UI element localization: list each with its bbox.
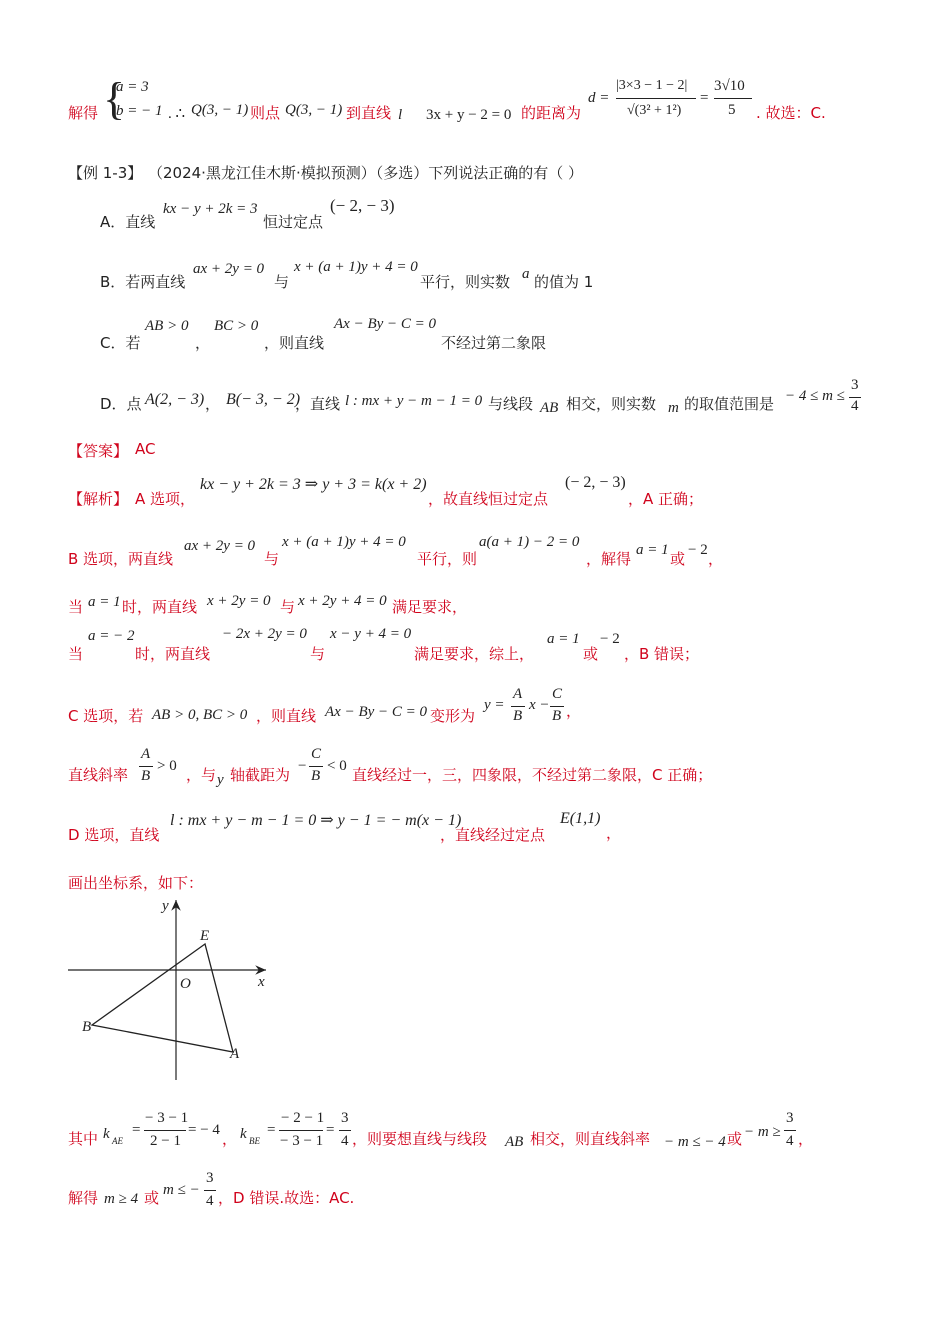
analysis-k-segment: AB <box>505 1134 524 1150</box>
analysis-f-gt: > 0 <box>157 758 177 774</box>
option-d-frac-num: 3 <box>851 377 859 393</box>
option-b-end: 的值为 1 <box>534 273 594 291</box>
analysis-k-range1: − m ≤ − 4 <box>664 1134 726 1150</box>
analysis-f-frac-num: A <box>141 746 151 762</box>
analysis-k-text3: 相交，则直线斜率 <box>530 1130 651 1148</box>
option-c-end: 不经过第二象限 <box>441 334 547 352</box>
analysis-c-text4: 满足要求， <box>392 598 468 616</box>
analysis-j-text1: 解得 <box>68 1189 99 1207</box>
analysis-f-text2: ，与 <box>186 766 217 784</box>
distance-lhs: d = <box>588 90 610 106</box>
analysis-d-text2: 时，两直线 <box>135 645 211 663</box>
analysis-c-text2: 时，两直线 <box>122 598 198 616</box>
analysis-e-text2: ，则直线 <box>256 707 317 725</box>
analysis-j-range2: m ≤ − <box>163 1182 200 1198</box>
top-label-jiede: 解得 <box>68 104 99 122</box>
option-b-eq1: ax + 2y = 0 <box>193 261 265 277</box>
coordinate-diagram <box>60 892 280 1087</box>
analysis-c-text3: 与 <box>280 598 296 616</box>
label-e: E <box>200 928 210 944</box>
analysis-f-y: y <box>217 772 224 788</box>
option-a-label: A．直线 <box>100 213 156 231</box>
analysis-f-lt: < 0 <box>327 758 347 774</box>
option-d-frac-den: 4 <box>851 398 859 414</box>
option-c-comma: ， <box>195 334 211 352</box>
option-b-mid1: 与 <box>274 273 290 291</box>
analysis-k-ae-k: k <box>103 1126 110 1142</box>
option-d-line: l : mx + y − m − 1 = 0 <box>345 393 483 409</box>
analysis-a-text3: ，A 正确； <box>628 490 704 508</box>
option-c-equation: Ax − By − C = 0 <box>334 316 437 332</box>
analysis-c-a: a = 1 <box>88 594 121 610</box>
option-b-label: B．若两直线 <box>100 273 186 291</box>
point-q-2: Q(3, − 1) <box>285 102 343 118</box>
label-y: y <box>162 898 169 914</box>
analysis-g-text2: ，直线经过定点 <box>440 826 546 844</box>
analysis-j-text2: 或 <box>144 1189 160 1207</box>
analysis-f-text1: 直线斜率 <box>68 766 129 784</box>
analysis-f-frac2-den: B <box>311 768 321 784</box>
distance-numerator: |3×3 − 1 − 2| <box>616 78 688 93</box>
analysis-b-text1: B 选项，两直线 <box>68 550 174 568</box>
result-fraction-bar <box>714 98 752 99</box>
analysis-k-be-eq: = <box>267 1122 276 1138</box>
analysis-k-be-vbar <box>339 1130 351 1131</box>
analysis-k-be-den: − 3 − 1 <box>280 1133 324 1149</box>
analysis-f-frac2-bar <box>309 766 323 767</box>
analysis-c-text1: 当 <box>68 598 84 616</box>
analysis-k-text2: ，则要想直线与线段 <box>352 1130 488 1148</box>
option-b-mid2: 平行，则实数 <box>420 273 511 291</box>
option-c-cond2: BC > 0 <box>214 318 259 334</box>
analysis-k-be-k: k <box>240 1126 247 1142</box>
option-d-mid2: 与线段 <box>488 395 534 413</box>
top-answer: . 故选：C. <box>756 104 826 122</box>
line-l-label: l <box>398 107 403 123</box>
analysis-e-frac2-bar <box>550 706 564 707</box>
analysis-d-text5: 或 <box>583 645 599 663</box>
option-d-mid4: 的取值范围是 <box>684 395 775 413</box>
analysis-d-text6: ，B 错误； <box>624 645 700 663</box>
result-denominator: 5 <box>728 102 736 118</box>
analysis-a-text2: ，故直线恒过定点 <box>428 490 549 508</box>
analysis-k-be-bar <box>279 1130 323 1131</box>
analysis-d-sol1: a = 1 <box>547 631 580 647</box>
option-d-label: D．点 <box>100 395 142 413</box>
analysis-e-cond: AB > 0, BC > 0 <box>152 707 248 723</box>
analysis-a-equation: kx − y + 2k = 3 ⇒ y + 3 = k(x + 2) <box>200 476 427 493</box>
analysis-k-ae-den: 2 − 1 <box>150 1133 181 1149</box>
option-d-comma: ， <box>205 395 221 413</box>
analysis-e-frac2-den: B <box>552 708 562 724</box>
label-a: A <box>230 1046 240 1062</box>
analysis-j-text3: ，D 错误.故选：AC. <box>218 1189 355 1207</box>
analysis-b-sol1: a = 1 <box>636 542 669 558</box>
analysis-f-frac2-num: C <box>311 746 322 762</box>
distance-fraction-bar <box>616 98 696 99</box>
system-eq-b: b = − 1 <box>116 103 163 119</box>
analysis-b-eq3: a(a + 1) − 2 = 0 <box>479 534 580 550</box>
label-o: O <box>180 976 191 992</box>
label-x: x <box>258 974 265 990</box>
option-c-mid: ，则直线 <box>264 334 325 352</box>
analysis-c-eq2: x + 2y + 4 = 0 <box>298 593 387 609</box>
system-eq-a: a = 3 <box>116 79 149 95</box>
analysis-b-text5: 或 <box>670 550 686 568</box>
therefore-symbol: . ∴ <box>168 106 186 122</box>
option-c-cond1: AB > 0 <box>145 318 189 334</box>
analysis-k-text5: ， <box>798 1130 814 1148</box>
analysis-e-frac1-bar <box>511 706 525 707</box>
option-a-point: (− 2, − 3) <box>330 196 395 215</box>
option-d-var-m: m <box>668 400 679 416</box>
analysis-g-equation: l : mx + y − m − 1 = 0 ⇒ y − 1 = − m(x − 1) <box>170 812 462 829</box>
top-text-2: 到直线 <box>346 104 392 122</box>
analysis-d-text3: 与 <box>310 645 326 663</box>
analysis-k-be-num: − 2 − 1 <box>281 1110 325 1126</box>
analysis-d-eq1: − 2x + 2y = 0 <box>222 626 307 642</box>
analysis-g-text1: D 选项，直线 <box>68 826 160 844</box>
distance-denominator: √(3² + 1²) <box>627 103 682 118</box>
analysis-k-r2-num: 3 <box>786 1110 794 1126</box>
top-line-equation: 3x + y − 2 = 0 <box>426 107 512 123</box>
analysis-c-eq1: x + 2y = 0 <box>207 593 271 609</box>
analysis-f-frac-bar <box>139 766 153 767</box>
option-d-point-a: A(2, − 3) <box>145 391 205 408</box>
top-text-1: 则点 <box>250 104 281 122</box>
analysis-e-x: x − <box>529 697 550 713</box>
analysis-j-num: 3 <box>206 1170 214 1186</box>
analysis-f-text3: 轴截距为 <box>230 766 291 784</box>
analysis-k-r2-den: 4 <box>786 1133 794 1149</box>
analysis-k-r2-bar <box>784 1130 796 1131</box>
option-d-range: − 4 ≤ m ≤ <box>785 388 845 404</box>
analysis-e-text3: 变形为 <box>430 707 476 725</box>
option-d-mid3: 相交，则实数 <box>566 395 657 413</box>
example-source: （2024·黑龙江佳木斯·模拟预测）（多选）下列说法正确的有（ ） <box>148 164 583 182</box>
analysis-a-point: (− 2, − 3) <box>565 474 626 491</box>
option-d-point-b: B(− 3, − 2) <box>226 391 301 408</box>
triangle-abe <box>92 944 233 1052</box>
analysis-k-ae-bar <box>144 1130 186 1131</box>
analysis-k-be-sub: BE <box>249 1136 260 1146</box>
analysis-b-eq2: x + (a + 1)y + 4 = 0 <box>282 534 406 550</box>
analysis-k-be-vnum: 3 <box>341 1110 349 1126</box>
analysis-f-frac-den: B <box>141 768 151 784</box>
analysis-k-be-vden: 4 <box>341 1133 349 1149</box>
option-b-var: a <box>522 266 530 282</box>
top-text-3: 的距离为 <box>521 104 582 122</box>
analysis-f-text4: 直线经过一，三，四象限，不经过第二象限，C 正确； <box>352 766 713 784</box>
distance-equals: = <box>700 90 709 106</box>
example-label: 【例 1-3】 <box>68 164 143 182</box>
analysis-e-text4: ， <box>566 702 582 720</box>
analysis-d-a: a = − 2 <box>88 628 135 644</box>
analysis-j-bar <box>204 1190 216 1191</box>
analysis-e-text1: C 选项，若 <box>68 707 144 725</box>
analysis-k-ae-eq: = <box>132 1122 141 1138</box>
analysis-h-text1: 画出坐标系，如下： <box>68 874 204 892</box>
answer-value: AC <box>135 440 156 458</box>
analysis-a-text1: A 选项， <box>135 490 196 508</box>
option-d-segment: AB <box>540 400 559 416</box>
analysis-b-text6: ， <box>708 550 724 568</box>
analysis-k-text4: 或 <box>727 1130 743 1148</box>
analysis-j-range1: m ≥ 4 <box>104 1191 139 1207</box>
point-q-1: Q(3, − 1) <box>191 102 249 118</box>
analysis-b-eq1: ax + 2y = 0 <box>184 538 256 554</box>
analysis-e-frac1-den: B <box>513 708 523 724</box>
result-numerator: 3√10 <box>714 78 745 94</box>
analysis-b-text2: 与 <box>264 550 280 568</box>
label-b: B <box>82 1019 92 1035</box>
option-c-label: C．若 <box>100 334 141 352</box>
analysis-e-eq: Ax − By − C = 0 <box>325 704 428 720</box>
analysis-d-text4: 满足要求，综上， <box>414 645 535 663</box>
option-a-equation: kx − y + 2k = 3 <box>163 201 258 217</box>
analysis-b-text3: 平行，则 <box>417 550 478 568</box>
analysis-d-sol2: − 2 <box>600 631 620 647</box>
analysis-b-text4: ，解得 <box>586 550 632 568</box>
analysis-k-range2: − m ≥ <box>744 1124 781 1140</box>
analysis-label: 【解析】 <box>68 490 129 508</box>
option-a-mid: 恒过定点 <box>263 213 324 231</box>
analysis-d-text1: 当 <box>68 645 84 663</box>
analysis-e-y: y = <box>484 697 505 713</box>
analysis-e-frac1-num: A <box>513 686 523 702</box>
answer-label: 【答案】 <box>68 442 129 460</box>
analysis-j-den: 4 <box>206 1193 214 1209</box>
analysis-k-be-mid: = <box>326 1122 335 1138</box>
analysis-g-point: E(1,1) <box>560 810 601 827</box>
analysis-k-text1: 其中 <box>68 1130 99 1148</box>
analysis-k-ae-num: − 3 − 1 <box>145 1110 189 1126</box>
system-brace: { <box>103 73 126 124</box>
analysis-k-sep: ， <box>222 1130 238 1148</box>
option-d-mid1: ，直线 <box>295 395 341 413</box>
analysis-f-minus: − <box>298 758 307 774</box>
analysis-b-sol2: − 2 <box>688 542 708 558</box>
analysis-k-ae-sub: AE <box>112 1136 123 1146</box>
analysis-g-text3: ， <box>606 824 622 842</box>
option-b-eq2: x + (a + 1)y + 4 = 0 <box>294 259 418 275</box>
analysis-d-eq2: x − y + 4 = 0 <box>330 626 412 642</box>
analysis-e-frac2-num: C <box>552 686 563 702</box>
analysis-k-ae-val: = − 4 <box>188 1122 220 1138</box>
